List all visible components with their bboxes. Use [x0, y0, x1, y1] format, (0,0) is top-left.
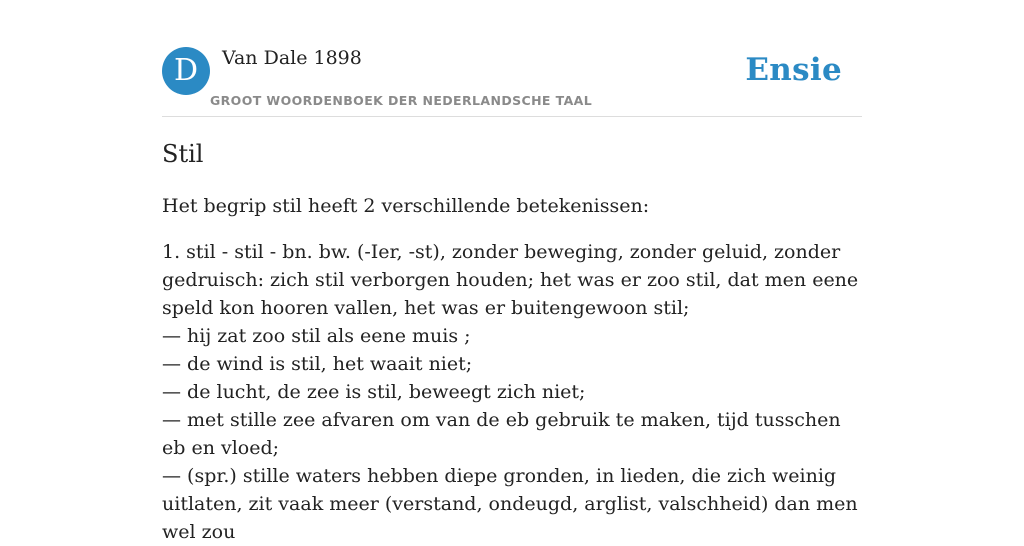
brand-logo[interactable]: Ensie: [745, 52, 842, 88]
entry-content: [162, 136, 866, 546]
source-title[interactable]: Van Dale 1898: [222, 47, 362, 69]
definition-line: — de lucht, de zee is stil, beweegt zich niet;: [162, 381, 586, 403]
source-subtitle: GROOT WOORDENBOEK DER NEDERLANDSCHE TAAL: [210, 93, 593, 108]
definition-line: — de wind is stil, het waait niet;: [162, 353, 473, 375]
definition-text: [162, 238, 866, 546]
entry-intro: Het begrip stil heeft 2 verschillende betekenissen:: [162, 195, 650, 217]
page-header: [162, 0, 862, 117]
definition-line: — met stille zee afvaren om van de eb gebruik te maken, tijd tusschen eb en vloed;: [162, 409, 841, 459]
definition-line: 1. stil - stil - bn. bw. (-Ier, -st), zonder beweging, zonder geluid, zonder gedruisch: zich stil verborgen houden; het was er zoo stil, dat men eene speld kon hooren vallen, het was er buitengewoon stil;: [162, 241, 859, 319]
source-avatar[interactable]: D: [162, 47, 210, 95]
definition-line: — hij zat zoo stil als eene muis ;: [162, 325, 471, 347]
page-title: Stil: [162, 140, 204, 168]
definition-line: — (spr.) stille waters hebben diepe gronden, in lieden, die zich weinig uitlaten, zit vaak meer (verstand, ondeugd, arglist, valschheid) dan men wel zou: [162, 465, 858, 543]
